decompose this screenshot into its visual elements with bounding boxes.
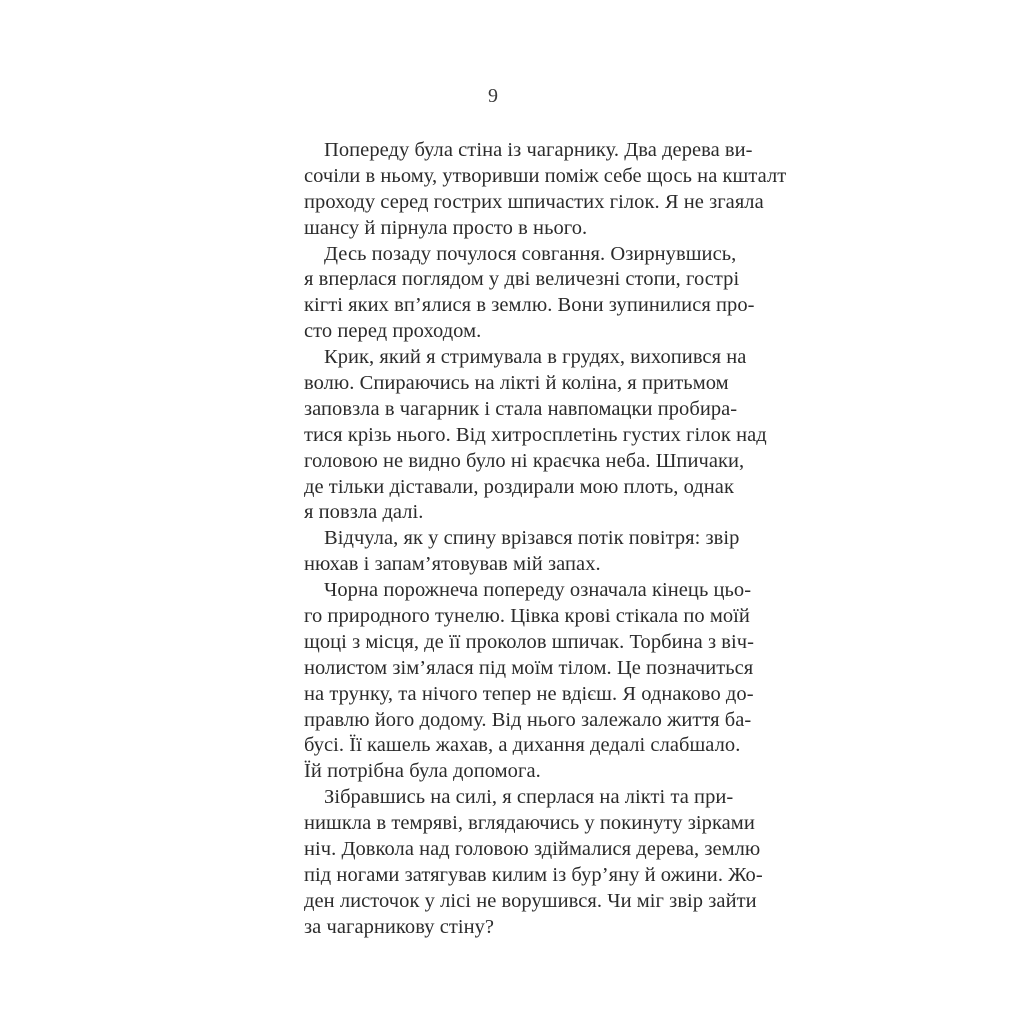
paragraph bbox=[304, 578, 754, 785]
text-line: Попереду була стіна із чагарнику. Два дерева ви- bbox=[324, 139, 753, 161]
text-line: проходу серед гострих шпичастих гілок. Я не згаяла bbox=[304, 190, 764, 213]
text-line: на трунку, та нічого тепер не вдієш. Я однаково до- bbox=[304, 682, 754, 705]
text-line: ден листочок у лісі не ворушився. Чи міг звір зайти bbox=[304, 889, 757, 912]
text-line: заповзла в чагарник і стала навпомацки пробира- bbox=[304, 397, 738, 420]
paragraph bbox=[304, 242, 755, 346]
text-line: під ногами затягував килим із бур’яну й ожини. Жо- bbox=[304, 863, 763, 886]
paragraph bbox=[304, 526, 740, 578]
text-line: шансу й пірнула просто в нього. bbox=[304, 216, 588, 239]
text-line: нолистом зім’ялася під моїм тілом. Це позначиться bbox=[304, 656, 754, 679]
text-line: головою не видно було ні краєчка неба. Шпичаки, bbox=[304, 449, 745, 472]
text-line: тися крізь нього. Від хитросплетінь густих гілок над bbox=[304, 423, 767, 446]
text-line: щоці з місця, де її проколов шпичак. Торбина з віч- bbox=[304, 630, 754, 653]
text-line: Чорна порожнеча попереду означала кінець цьо- bbox=[324, 579, 752, 602]
paragraph bbox=[304, 345, 767, 526]
text-line: нишкла в темряві, вглядаючись у покинуту зірками bbox=[304, 812, 755, 835]
text-line: сто перед проходом. bbox=[304, 320, 482, 343]
text-line: Десь позаду почулося совгання. Озирнувшись, bbox=[324, 242, 737, 265]
text-line: го природного тунелю. Цівка крові стікала по моїй bbox=[304, 605, 750, 628]
text-line: Крик, який я стримувала в грудях, вихопився на bbox=[324, 346, 747, 369]
text-line: за чагарникову стіну? bbox=[304, 915, 495, 938]
body-text bbox=[304, 138, 787, 941]
text-line: Їй потрібна була допомога. bbox=[304, 760, 541, 783]
text-line: нюхав і запам’ятовував мій запах. bbox=[304, 553, 601, 576]
text-line: я повзла далі. bbox=[304, 501, 424, 524]
text-line: волю. Спираючись на лікті й коліна, я притьмом bbox=[304, 372, 729, 395]
page-number: 9 bbox=[488, 85, 498, 107]
text-line: правлю його додому. Від нього залежало життя ба- bbox=[304, 708, 752, 731]
paragraph bbox=[304, 138, 787, 242]
text-line: кігті яких вп’ялися в землю. Вони зупинилися про- bbox=[304, 294, 755, 317]
paragraph bbox=[304, 785, 763, 940]
text-line: де тільки діставали, роздирали мою плоть, однак bbox=[304, 475, 734, 498]
text-line: ніч. Довкола над головою здіймалися дерева, землю bbox=[304, 838, 761, 861]
text-line: Відчула, як у спину врізався потік повітря: звір bbox=[324, 527, 740, 550]
text-line: я вперлася поглядом у дві величезні стопи, гострі bbox=[304, 268, 740, 291]
text-line: бусі. Її кашель жахав, а дихання дедалі слабшало. bbox=[304, 734, 741, 757]
text-line: сочіли в ньому, утворивши поміж себе щось на кшталт bbox=[304, 164, 787, 187]
text-line: Зібравшись на силі, я сперлася на лікті та при- bbox=[324, 786, 734, 809]
